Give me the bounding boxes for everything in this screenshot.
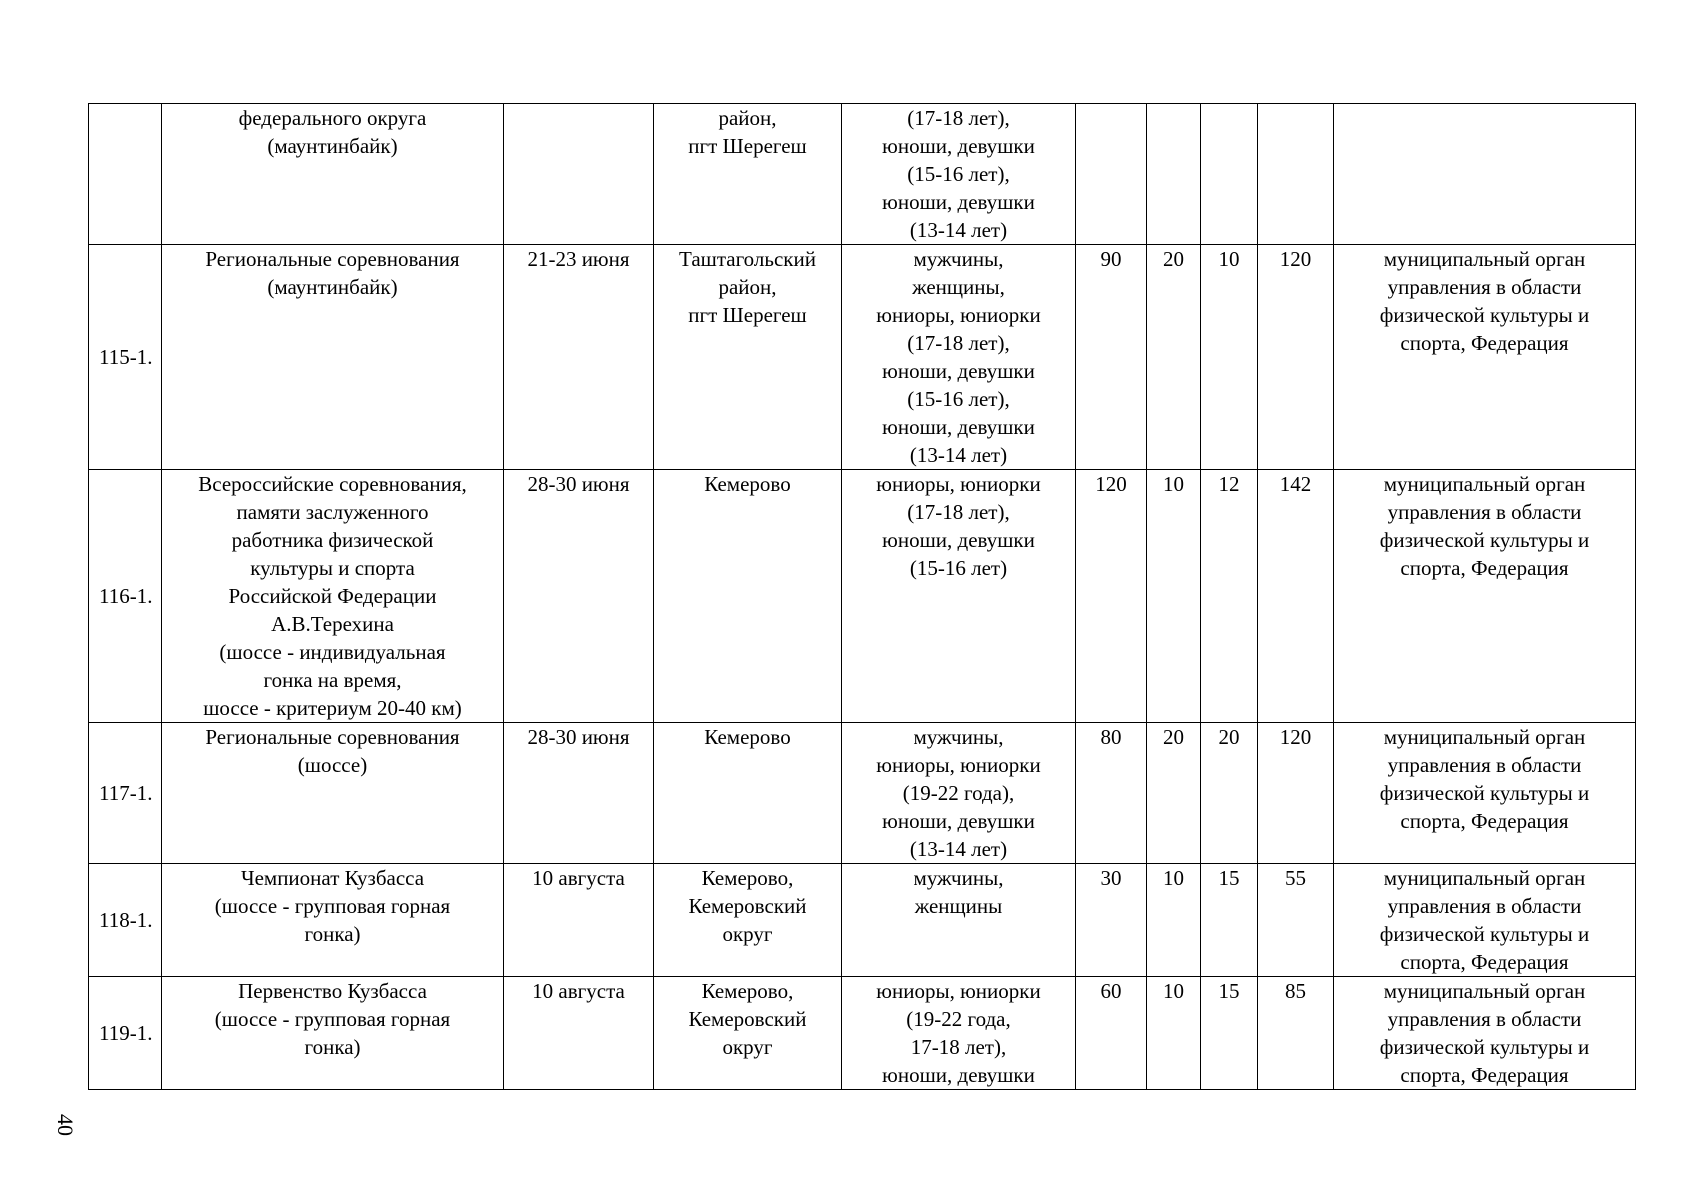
count-judges-cell: 15	[1201, 864, 1258, 977]
participants-cell: мужчины, женщины, юниоры, юниорки (17-18 лет), юноши, девушки (15-16 лет), юноши, девушки (13-14 лет)	[842, 245, 1076, 470]
event-name-cell: Всероссийские соревнования, памяти заслуженного работника физической культуры и спорта Российской Федерации А.В.Терехина (шоссе - индивидуальная гонка на время, шоссе - критериум 20-40 км)	[162, 470, 504, 723]
row-number-cell: 115-1.	[89, 245, 162, 470]
participants-cell: мужчины, юниоры, юниорки (19-22 года), юноши, девушки (13-14 лет)	[842, 723, 1076, 864]
organizer-cell: муниципальный орган управления в области физической культуры и спорта, Федерация	[1334, 723, 1636, 864]
row-number-cell: 117-1.	[89, 723, 162, 864]
event-location-cell: район, пгт Шерегеш	[654, 104, 842, 245]
participants-cell: юниоры, юниорки (19-22 года, 17-18 лет), юноши, девушки	[842, 977, 1076, 1090]
event-name-cell: Региональные соревнования (маунтинбайк)	[162, 245, 504, 470]
count-total-cell: 55	[1258, 864, 1334, 977]
event-date-cell: 21-23 июня	[504, 245, 654, 470]
count-athletes-cell: 60	[1076, 977, 1147, 1090]
event-date-cell: 10 августа	[504, 864, 654, 977]
event-location-cell: Кемерово, Кемеровский округ	[654, 864, 842, 977]
event-location-cell: Таштагольский район, пгт Шерегеш	[654, 245, 842, 470]
count-total-cell: 120	[1258, 723, 1334, 864]
count-coaches-cell	[1147, 104, 1201, 245]
count-coaches-cell: 10	[1147, 977, 1201, 1090]
count-judges-cell: 10	[1201, 245, 1258, 470]
event-location-cell: Кемерово	[654, 723, 842, 864]
count-coaches-cell: 20	[1147, 245, 1201, 470]
count-coaches-cell: 10	[1147, 864, 1201, 977]
event-date-cell: 28-30 июня	[504, 723, 654, 864]
event-date-cell: 10 августа	[504, 977, 654, 1090]
count-athletes-cell: 30	[1076, 864, 1147, 977]
row-number-cell: 118-1.	[89, 864, 162, 977]
count-coaches-cell: 20	[1147, 723, 1201, 864]
count-athletes-cell: 90	[1076, 245, 1147, 470]
competition-schedule-table	[88, 103, 1636, 1090]
count-total-cell	[1258, 104, 1334, 245]
table-row	[89, 723, 1636, 864]
organizer-cell: муниципальный орган управления в области физической культуры и спорта, Федерация	[1334, 245, 1636, 470]
table-row	[89, 864, 1636, 977]
table-row	[89, 977, 1636, 1090]
event-name-cell: Чемпионат Кузбасса (шоссе - групповая горная гонка)	[162, 864, 504, 977]
event-name-cell: Первенство Кузбасса (шоссе - групповая горная гонка)	[162, 977, 504, 1090]
count-judges-cell: 12	[1201, 470, 1258, 723]
organizer-cell: муниципальный орган управления в области физической культуры и спорта, Федерация	[1334, 864, 1636, 977]
event-date-cell	[504, 104, 654, 245]
table-row	[89, 245, 1636, 470]
event-name-cell: Региональные соревнования (шоссе)	[162, 723, 504, 864]
participants-cell: мужчины, женщины	[842, 864, 1076, 977]
table-row	[89, 104, 1636, 245]
row-number-cell: 116-1.	[89, 470, 162, 723]
count-total-cell: 85	[1258, 977, 1334, 1090]
count-total-cell: 142	[1258, 470, 1334, 723]
count-athletes-cell: 80	[1076, 723, 1147, 864]
event-location-cell: Кемерово	[654, 470, 842, 723]
organizer-cell	[1334, 104, 1636, 245]
organizer-cell: муниципальный орган управления в области физической культуры и спорта, Федерация	[1334, 470, 1636, 723]
row-number-cell	[89, 104, 162, 245]
table-body	[89, 104, 1636, 1090]
count-athletes-cell	[1076, 104, 1147, 245]
organizer-cell: муниципальный орган управления в области физической культуры и спорта, Федерация	[1334, 977, 1636, 1090]
event-name-cell: федерального округа (маунтинбайк)	[162, 104, 504, 245]
event-location-cell: Кемерово, Кемеровский округ	[654, 977, 842, 1090]
row-number-cell: 119-1.	[89, 977, 162, 1090]
count-total-cell: 120	[1258, 245, 1334, 470]
count-judges-cell	[1201, 104, 1258, 245]
event-date-cell: 28-30 июня	[504, 470, 654, 723]
page-number: 40	[53, 1114, 78, 1136]
count-judges-cell: 20	[1201, 723, 1258, 864]
participants-cell: юниоры, юниорки (17-18 лет), юноши, девушки (15-16 лет)	[842, 470, 1076, 723]
table-row	[89, 470, 1636, 723]
count-judges-cell: 15	[1201, 977, 1258, 1090]
count-athletes-cell: 120	[1076, 470, 1147, 723]
participants-cell: (17-18 лет), юноши, девушки (15-16 лет), юноши, девушки (13-14 лет)	[842, 104, 1076, 245]
count-coaches-cell: 10	[1147, 470, 1201, 723]
